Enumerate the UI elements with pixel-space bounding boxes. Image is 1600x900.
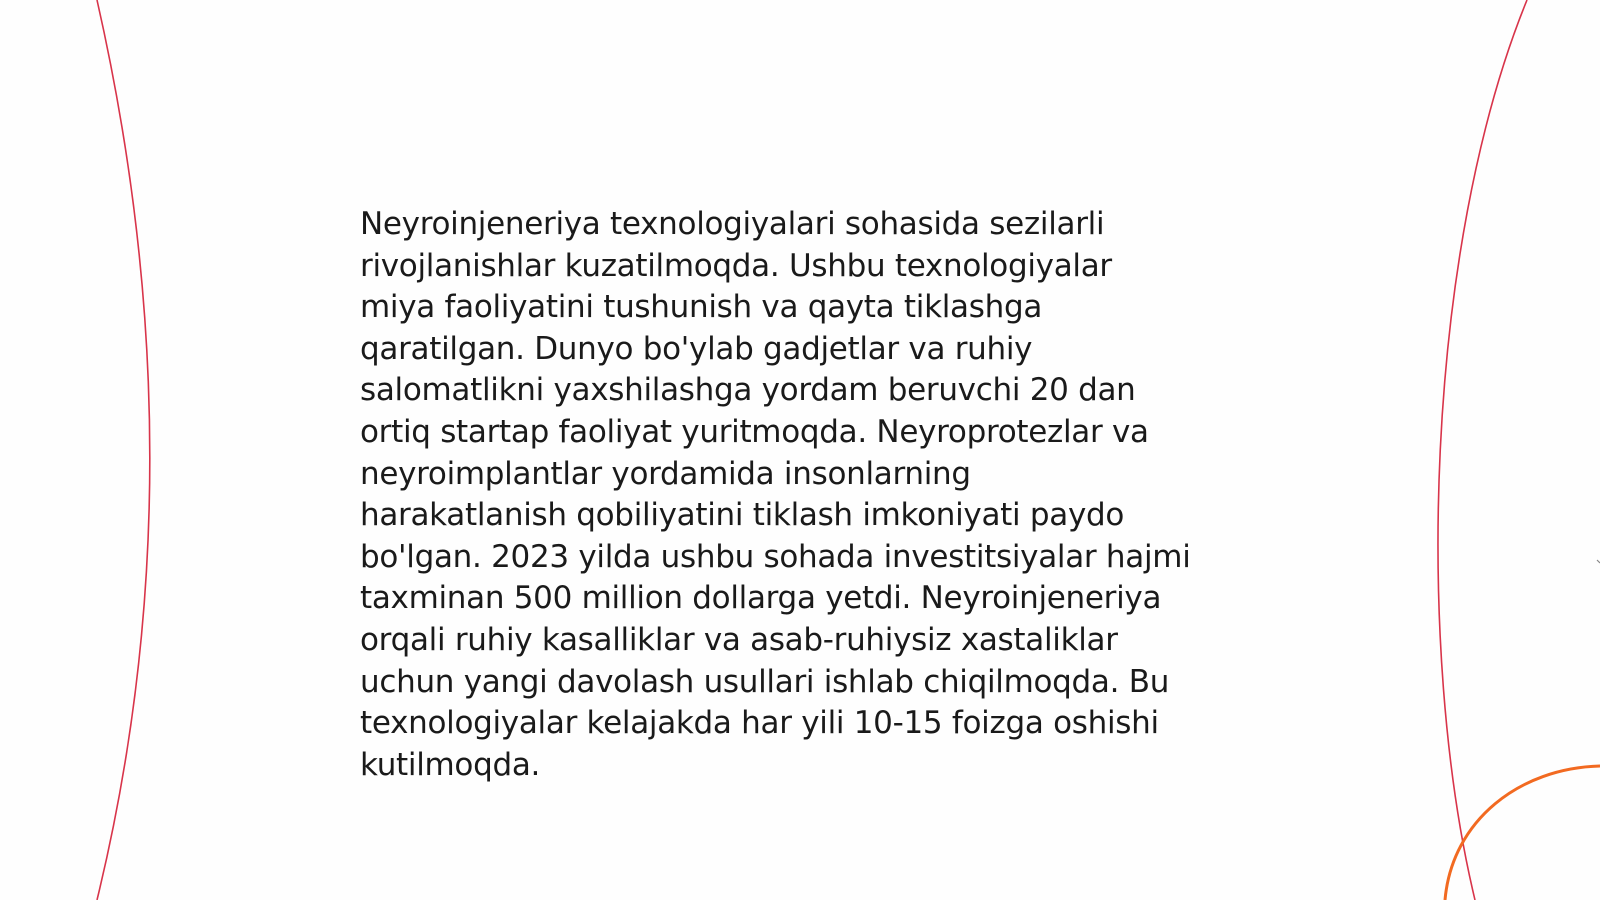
- right-curve: [1438, 0, 1527, 900]
- orange-arc: [1445, 766, 1600, 900]
- left-curve: [97, 0, 150, 900]
- body-paragraph: Neyroinjeneriya texnologiyalari sohasida sezilarli rivojlanishlar kuzatilmoqda. Ushbu texnologiyalar miya faoliyatini tushunish va qayta tiklashga qaratilgan. Dunyo bo'ylab gadjetlar va ruhiy salomatlikni yaxshilashga yordam beruvchi 20 dan ortiq startap faoliyat yuritmoqda. Neyroprotezlar va neyroimplantlar yordamida insonlarning harakatlanish qobiliyatini tiklash imkoniyati paydo bo'lgan. 2023 yilda ushbu sohada investitsiyalar hajmi taxminan 500 million dollarga yetdi. Neyroinjeneriya orqali ruhiy kasalliklar va asab-ruhiysiz xastaliklar uchun yangi davolash usullari ishlab chiqilmoqda. Bu texnologiyalar kelajakda har yili 10-15 foizga oshishi kutilmoqda.: [360, 206, 1191, 783]
